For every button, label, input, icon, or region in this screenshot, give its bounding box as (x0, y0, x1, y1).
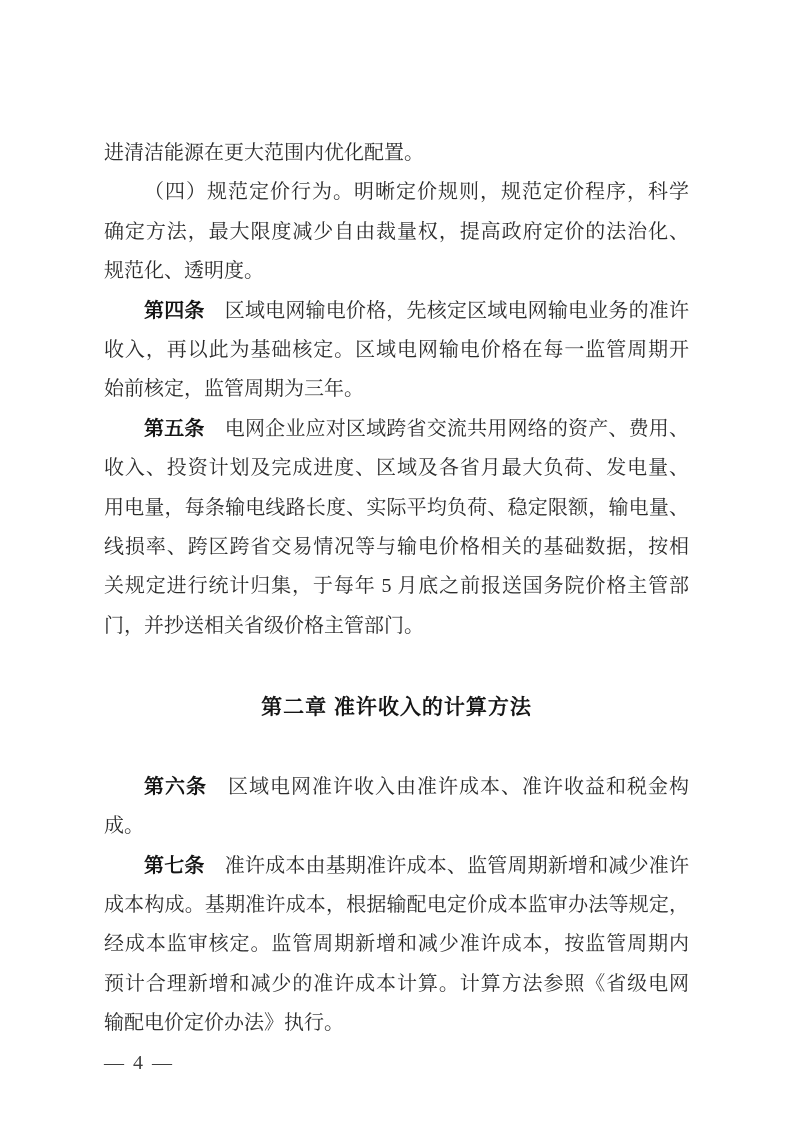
article-number-label: 第六条 (144, 775, 207, 798)
text-line: 线损率、跨区跨省交易情况等与输电价格相关的基础数据，按相 (104, 536, 689, 559)
text-line: 进清洁能源在更大范围内优化配置。 (104, 142, 424, 164)
text-line: 第五条 电网企业应对区域跨省交流共用网络的资产、费用、 (144, 417, 690, 440)
text-line: 门，并抄送相关省级价格主管部门。 (104, 614, 424, 637)
text-line: 规范化、透明度。 (104, 260, 264, 283)
text-line: 收入、投资计划及完成进度、区域及各省月最大负荷、发电量、 (104, 457, 689, 480)
document-body (104, 134, 689, 1044)
paragraph (104, 847, 689, 1044)
text-line: 用电量，每条输电线路长度、实际平均负荷、稳定限额，输电量、 (104, 496, 689, 519)
article-number-label: 第四条 (144, 299, 205, 322)
paragraph (104, 292, 689, 410)
text-line: 确定方法，最大限度减少自由裁量权，提高政府定价的法治化、 (104, 220, 689, 243)
text-line: 始前核定，监管周期为三年。 (104, 378, 364, 401)
paragraph (104, 768, 689, 847)
article-number-label: 第五条 (144, 417, 205, 440)
text-line: 预计合理新增和减少的准许成本计算。计算方法参照《省级电网 (104, 972, 689, 995)
paragraph (104, 173, 689, 291)
text-line: 关规定进行统计归集，于每年 5 月底之前报送国务院价格主管部 (104, 575, 689, 598)
paragraph (104, 410, 689, 646)
document-content (104, 0, 689, 1078)
page-number: — 4 — (104, 1051, 174, 1074)
text-line: 第七条 准许成本由基期准许成本、监管周期新增和减少准许 (144, 854, 690, 877)
article-number-label: 第七条 (144, 854, 205, 877)
text-line: （四）规范定价行为。明晰定价规则，规范定价程序，科学 (144, 181, 689, 204)
paragraph (104, 134, 689, 173)
text-line: 第四条 区域电网输电价格，先核定区域电网输电业务的准许 (144, 299, 690, 322)
text-line: 第六条 区域电网准许收入由准许成本、准许收益和税金构成。 (104, 775, 689, 838)
text-line: 收入，再以此为基础核定。区域电网输电价格在每一监管周期开 (104, 339, 689, 362)
text-line: 成本构成。基期准许成本，根据输配电定价成本监审办法等规定， (104, 893, 689, 916)
text-line: 经成本监审核定。监管周期新增和减少准许成本，按监管周期内 (104, 933, 689, 956)
text-line: 输配电价定价办法》执行。 (104, 1012, 344, 1035)
chapter-heading: 第二章 准许收入的计算方法 (261, 696, 532, 720)
